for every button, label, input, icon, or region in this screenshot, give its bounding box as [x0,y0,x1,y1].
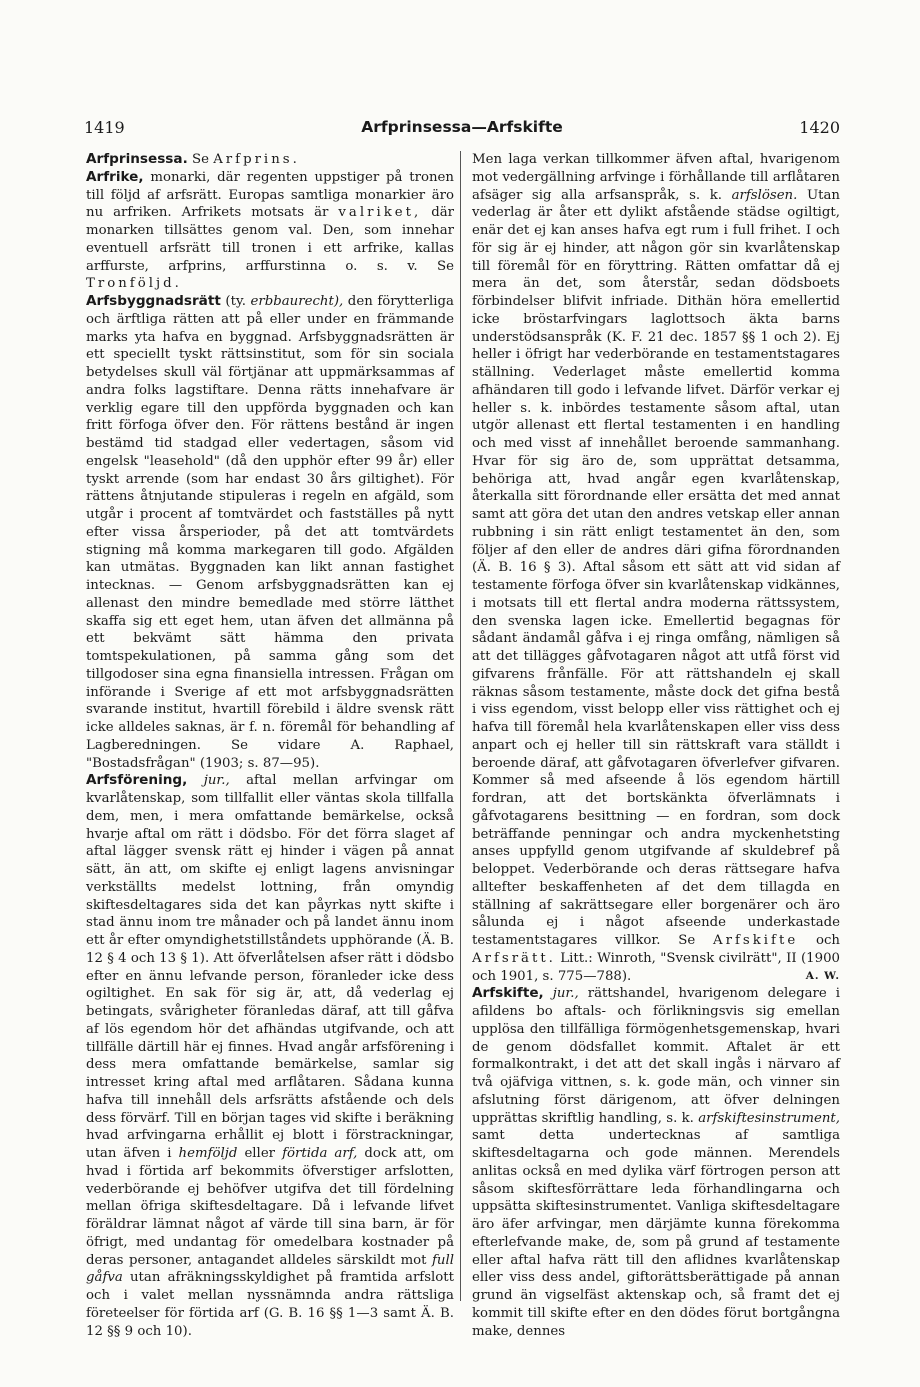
entry-arfprinsessa: Arfprinsessa. Se Arfprins. [86,151,300,167]
running-head: Arfprinsessa—Arfskifte [361,118,563,136]
headword: Arfskifte, [472,985,544,1002]
page-number-right: 1420 [799,118,840,137]
left-column [86,151,454,1340]
headword: Arfsförening, [86,772,188,789]
headword: Arfprinsessa. [86,151,188,167]
headword: Arfrike, [86,168,144,185]
entry-arfsforening: Arfsförening, jur., aftal mellan arfvingar om kvarlåtenskap, som tillfallit eller väntas skola tillfalla dem, men, i mera omfattande bemärkelse, också hvarje aftal om rätt i dödsbo. För det förra slaget af aftal lägger svensk rätt ej hinder i vägen på annat sätt, än att, om skifte ej enligt lagens anvisningar verkställts medelst lottning, från omyndig skiftesdeltagares sida det kan påyrkas nytt skifte i stad ännu inom tre månader och på landet ännu inom ett år efter omyndighetstillståndets upphörande (Ä. B. 12 § 4 och 13 § 1). Att öfverlåtelsen afser rätt i dödsbo efter en ännu lefvande person, föranleder icke dess ogiltighet. En sak för sig är, att, då vederlag ej betingats, svårigheter föranledas däraf, att till gåfva af lös egendom hör det afhändas utgifvande, och att tillfälle därtill här ej finnes. Hvad angår arfsförening i dess mera omfattande bemärkelse, samlar sig intresset kring aftal med arflåtaren. Sådana kunna hafva till innehåll dels arfsrätts afstående och dels dess förvärf. Till en början tages vid skifte i beräkning hvad arfvingarna erhållit ej blott i förstrackningar, utan äfven i hemföljd eller förtida arf, dock att, om hvad i förtida arf bekommits öfverstiger arfslotten, vederbörande ej behöfver utgifva det till fördelning mellan öfriga skiftesdeltagare. Då i lefvande lifvet föräldrar lämnat något af värde till sina barn, är för öfrigt, med undantag för omedelbara kostnader på deras personer, antagandet alldeles särskildt mot full gåfva utan afräkningsskyldighet på framtida arfslott och i valet mellan nyssnämnda andra rättsliga företeelser för förtida arf (G. B. 16 §§ 1—3 samt Ä. B. 12 §§ 9 och 10). [86,772,454,1339]
cross-reference: Arfsrätt. [472,950,556,966]
headword: Arfsbyggnadsrätt [86,293,221,309]
entry-arfskifte: Arfskifte, jur., rättshandel, hvarigenom delegare i afildens bo aftals- och förlikningsvis sig emellan upplösa den tillfälliga förmögenhetsgemenskap, hvari de genom dödsfallet kommit. Aftalet är ett formalkontrakt, i det att det skall ingås i närvaro af två ojäfviga vittnen, s. k. gode män, och vinner sin afslutning först därigenom, att öfver delningen upprättas skriftlig handling, s. k. arfskiftesinstrument, samt detta undertecknas af samtliga skiftesdeltagarna och gode männen. Merendels anlitas också en med dylika värf förtrogen person att såsom skiftesförrättare leda förhandlingarna och uppsätta skiftesinstrumentet. Vanliga skiftesdeltagare äro äfer arfvingar, men därjämte kunna förekomma efterlefvande make, de, som på grund af testamente eller aftal hafva rätt till den aflidnes kvarlåtenskap eller viss dess andel, giftorättsberättigade på annan grund än vigselfäst aktenskap och, så framt det ej kommit till skifte efter en den dödes förut bortgångna make, dennes [472,985,840,1339]
cross-reference: Arfskifte [713,933,799,948]
cross-reference: Arfprins. [213,152,300,167]
entry-arfsbyggnadsratt: Arfsbyggnadsrätt (ty. erbbaurecht), den förytterliga och ärftliga rätten att på eller under en främmande marks yta hafva en byggnad. Arfsbyggnadsrätten är ett speciellt tyskt rättsinstitut, som för sin sociala betydelses skull väl förtjänar att uppmärksammas af andra folks lagstiftare. Denna rätts innehafvare är verklig egare till den uppförda byggnaden och kan fritt förfoga öfver den. För rättens bestånd är ingen bestämd tid stadgad eller vedertagen, såsom vid engelsk "leasehold" (då den upphör efter 99 år) eller tyskt arrende (som har endast 30 års giltighet). För rättens åtnjutande stipuleras i regeln en afgäld, som utgår i procent af tomtvärdet och fastställes på nytt efter vissa årsperioder, på det att tomtvärdets stigning må komma markegaren till godo. Afgälden kan utmätas. Byggnaden kan likt annan fastighet intecknas. — Genom arfsbyggnadsrätten kan ej allenast den mindre bemedlade med större lätthet skaffa sig ett eget hem, utan äfven det allmänna på ett bekvämt sätt hämma den privata tomtspekulationen, på samma gång som det tillgodoser sina egna finansiella intressen. Frågan om införande i Sverige af ett mot arfsbyggnadsrätten svarande institut, hvartill förebild i äldre svensk rätt icke alldeles saknas, är f. n. föremål för behandling af Lagberedningen. Se vidare A. Raphael, "Bostadsfrågan" (1903; s. 87—95). [86,293,454,771]
spaced-term: valriket, [338,205,422,221]
page-header [84,118,840,144]
right-column [472,151,840,1340]
entry-arfrike: Arfrike, monarki, där regenten uppstiger på tronen till följd af arfsrätt. Europas samtliga monarkier äro nu arfriken. Arfrikets motsats är valriket, där monarken tillsättes genom val. Den, som innehar eventuell arfsrätt till tronen i ett arfrike, kallas arffurste, arfprins, arffurstinna o. s. v. Se Tronföljd. [86,168,454,292]
author-signature: A. W. [805,969,840,982]
cross-reference: Tronföljd. [86,276,182,292]
entry-arfsforening-continued: Men laga verkan tillkommer äfven aftal, hvarigenom mot vedergällning arfvinge i förhållande till arflåtaren afsäger sig alla arfsanspråk, s. k. arfslösen. Utan vederlag är åter ett dylikt afstående städse ogiltigt, enär det ej kan anses hafva egt rum i full frihet. I och för sig är ej hinder, att någon gör sin kvarlåtenskap till föremål för en föryttring. Rätten omfattar då ej mera än det, som återstår, sedan dödsboets förbindelser blifvit infriade. Dithän höra emellertid icke bröstarfvingars laglottsoch äkta barns understödsanspråk (K. F. 21 dec. 1857 §§ 1 och 2). Ej heller i öfrigt har vederbörande en testamentstagares ställning. Vederlaget måste emellertid komma afhändaren till godo i lefvande lifvet. Därför verkar ej heller s. k. inbördes testamente såsom aftal, utan utgör allenast ett flertal testamenten i en handling och med visst af innehållet beroende sammanhang. Hvar för sig äro de, som upprättat detsamma, behöriga att, hvad angår egen kvarlåtenskap, återkalla sitt förordnande eller ersätta det med annat samt att göra det utan den andres vetskap eller annan rubbning i sin rätt enligt testamentet än den, som följer af den eller de andres däri gifna förordnanden (Ä. B. 16 § 3). Aftal såsom ett sätt att vid sidan af testamente förfoga öfver sin kvarlåtenskap vidkännes, i motsats till ett flertal andra moderna rättssystem, den svenska lagen icke. Emellertid begagnas för sådant ändamål gåfva i ej ringa omfång, nämligen så att det tillägges gåfvotagaren något att utfå först vid gifvarens frånfälle. För att rättshandeln ej skall räknas såsom testamente, måste dock det gifna bestå i viss egendom, visst belopp eller viss rättighet och ej hafva till föremål hela kvarlåtenskapen eller viss dess anpart och ej heller till sin rättskraft vara ställdt i beroende däraf, att gåfvotagaren öfverlefver gifvaren. Kommer så med afseende å lös egendom härtill fordran, att det bortskänkta öfverlämnats i gåfvotagarens besittning — en fordran, som dock beträffande penningar och andra myckenhetsting anses uppfylld genom utgifvande af skuldebref på beloppet. Vederbörande och deras rättsegare hafva alltefter beskaffenheten af det dem tillagda en ställning af sakrättsegare eller borgenärer och äro sålunda ej i något afseende underkastade testamentstagares villkor. Se Arfskifte och Arfsrätt. Litt.: Winroth, "Svensk civilrätt", II (1900 och 1901, s. 775—788). A. W. [472,152,840,984]
column-divider [460,151,461,1301]
page-number-left: 1419 [84,118,125,137]
